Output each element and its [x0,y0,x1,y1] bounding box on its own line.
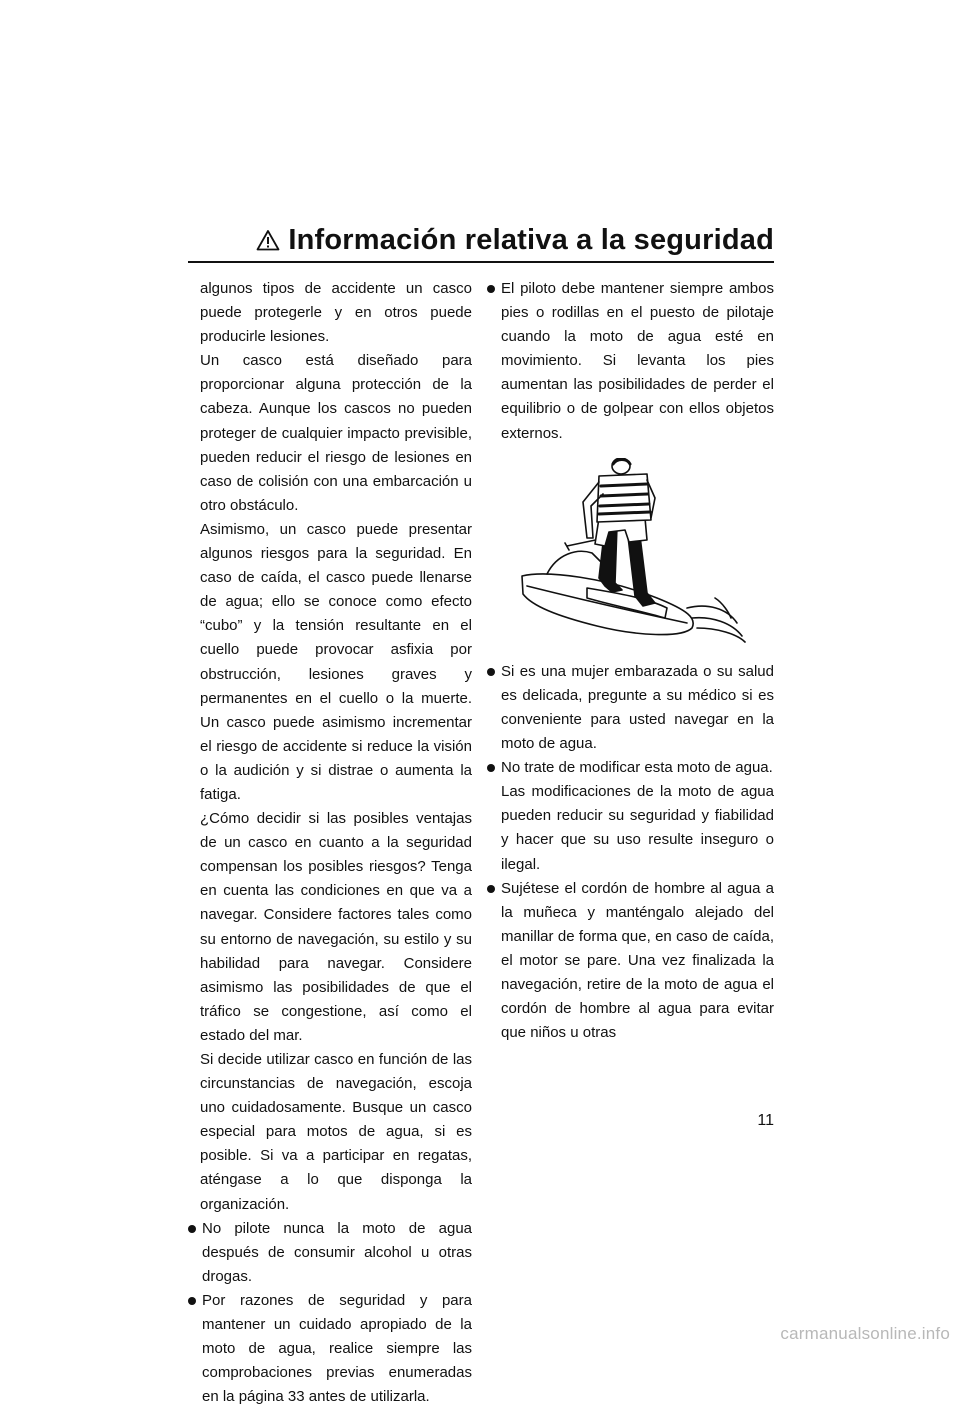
bullet-icon [188,1297,196,1305]
bullet-icon [487,668,495,676]
paragraph: Las modificaciones de la moto de agua pueden reducir su seguridad y fiabilidad y hacer que su uso resulte inseguro o ilegal. [501,783,774,873]
list-item-text: No pilote nunca la moto de agua después de consumir alcohol u otras drogas. [202,1219,472,1285]
list-item [487,277,774,446]
page-title-wrap [256,222,774,258]
bullet-icon [188,1225,196,1233]
page-title: Información relativa a la seguridad [288,224,774,256]
paragraph: Asimismo, un casco puede presentar algunos riesgos para la seguridad. En caso de caída, el casco puede llenarse de agua; ello se conoce como efecto “cubo” y la tensión resultante en el cuello puede provocar asfixia por obstrucción, lesiones graves y permanentes en el cuello o la muerte. Un casco puede asimismo incrementar el riesgo de accidente si reduce la visión o la audición y si distrae o aumenta la fatiga. [200,520,472,803]
list-item [188,1289,472,1409]
paragraph: Un casco está diseñado para proporcionar alguna protección de la cabeza. Aunque los cascos no pueden proteger de cualquier impacto previsible, pueden reducir el riesgo de lesiones en caso de colisión con una embarcación u otro obstáculo. [200,352,472,514]
list-item-text: Sujétese el cordón de hombre al agua a la muñeca y manténgalo alejado del manillar de forma que, en caso de caída, el motor se pare. Una vez finalizada la navegación, retire de la moto de agua el cordón de hombre al agua para evitar que niños u otras [501,879,774,1042]
list-item [487,756,774,780]
list-item [188,1217,472,1289]
bullet-icon [487,285,495,293]
jet-ski-rider-illustration [487,458,774,643]
page-number: 11 [757,1112,774,1129]
page-header [188,222,774,262]
list-item-text: No trate de modificar esta moto de agua. [501,759,773,777]
list-item-text: Si es una mujer embarazada o su salud es delicada, pregunte a su médico si es conveniente para usted navegar en la moto de agua. [501,662,774,753]
left-column [200,277,472,1409]
list-item [487,877,774,1046]
watermark: carmanualsonline.info [780,1324,950,1343]
bullet-icon [487,764,495,772]
paragraph: Si decide utilizar casco en función de las circunstancias de navegación, escoja uno cuidadosamente. Busque un casco especial para motos de agua, si es posible. Si va a participar en regatas, aténgase a lo que disponga la organización. [200,1051,472,1213]
list-item [487,660,774,756]
paragraph: ¿Cómo decidir si las posibles ventajas de un casco en cuanto a la seguridad compensan los posibles riesgos? Tenga en cuenta las condiciones en que va a navegar. Considere factores tales como su entorno de navegación, su estilo y su habilidad para navegar. Considere asimismo las posibilidades de que el tráfico se congestione, así como el estado del mar. [200,810,472,1044]
paragraph: algunos tipos de accidente un casco puede protegerle y en otros puede producirle lesiones. [200,280,472,346]
bullet-icon [487,885,495,893]
right-column [487,277,774,1045]
list-item-text: El piloto debe mantener siempre ambos pies o rodillas en el puesto de pilotaje cuando la moto de agua esté en movimiento. Si levanta los pies aumentan las posibilidades de perder el equilibrio o de golpear con ellos objetos externos. [501,280,774,442]
warning-triangle-icon [256,229,280,251]
header-rule [188,261,774,263]
list-item-text: Por razones de seguridad y para mantener un cuidado apropiado de la moto de agua, realice siempre las comprobaciones previas enumeradas en la página 33 antes de utilizarla. [202,1291,472,1406]
